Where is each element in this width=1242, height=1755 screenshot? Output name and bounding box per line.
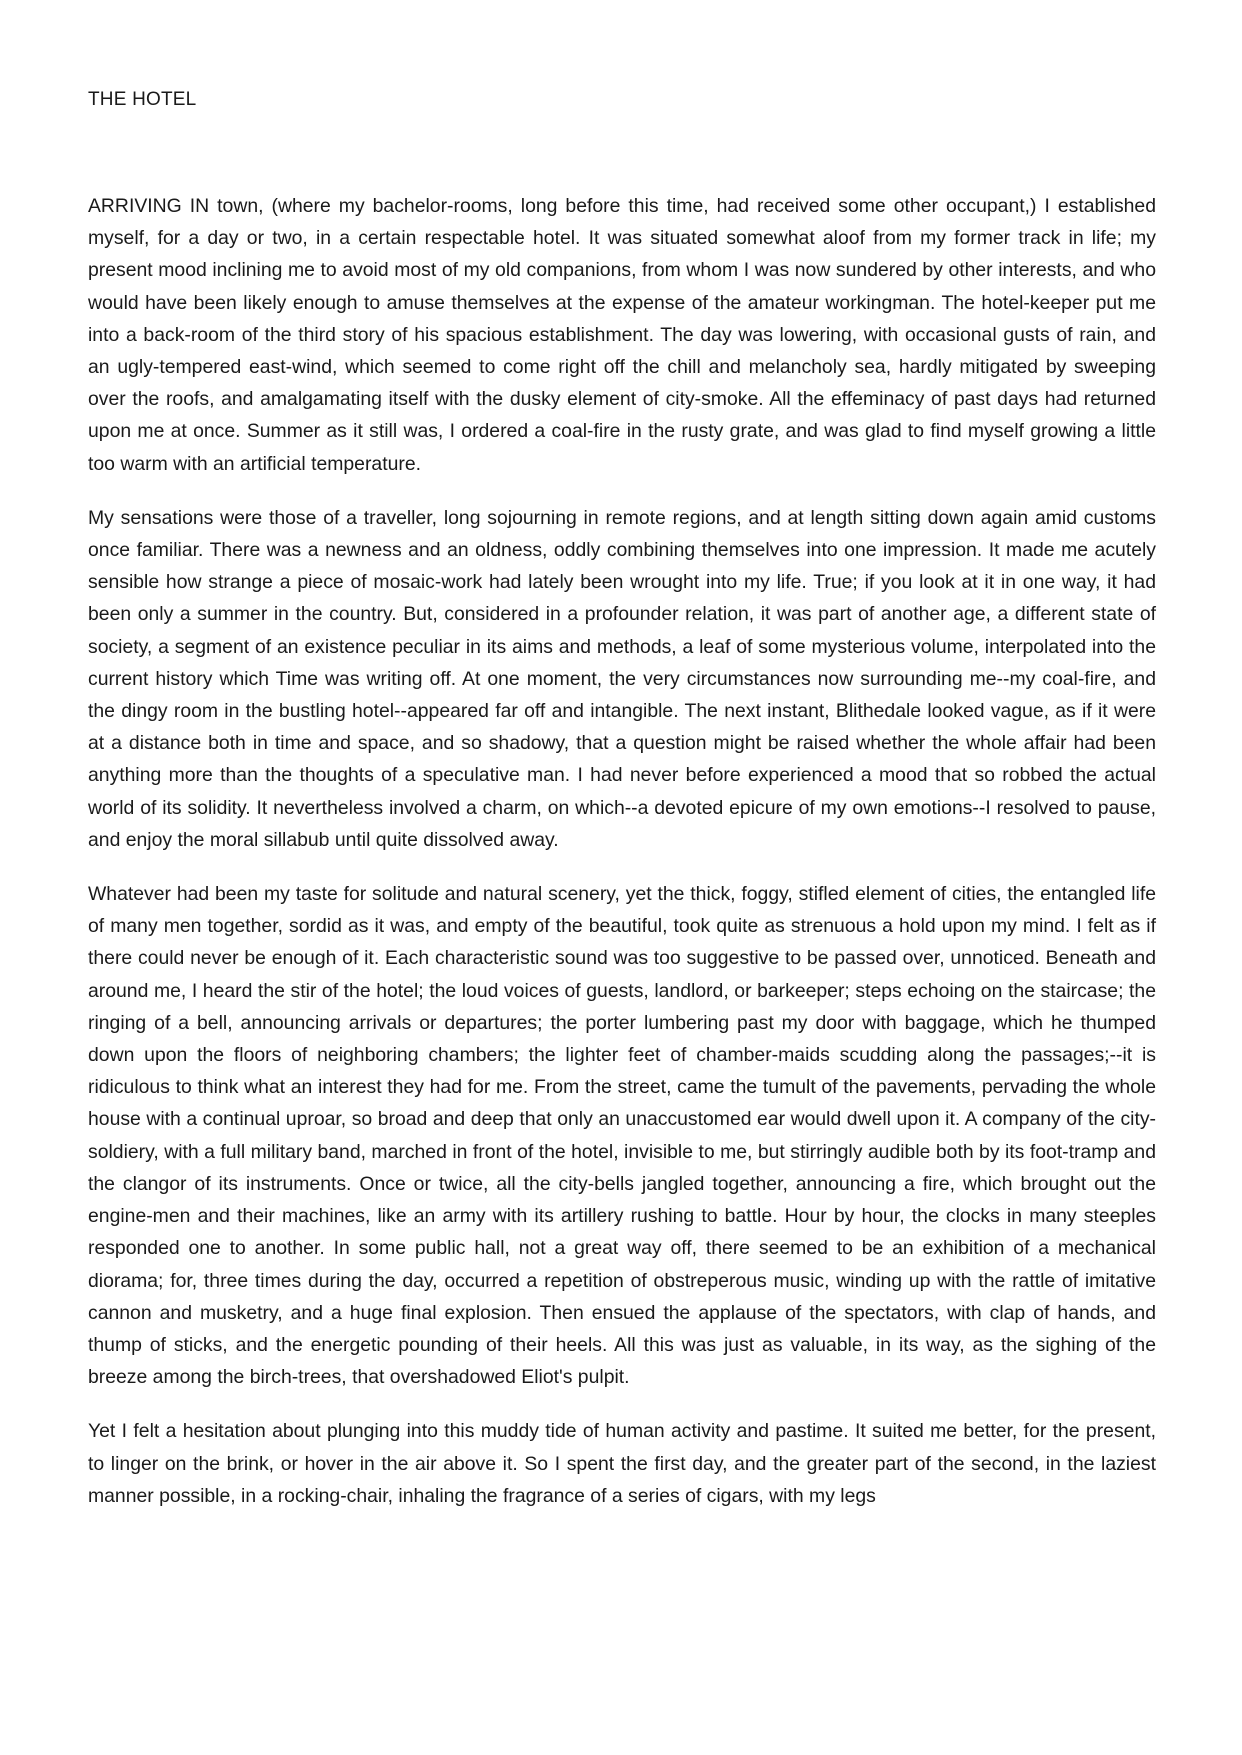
paragraph-1: ARRIVING IN town, (where my bachelor-rooms, long before this time, had received some other occupant,) I established myself, for a day or two, in a certain respectable hotel. It was situated somewhat aloof from my former track in life; my present mood inclining me to avoid most of my old companions, from whom I was now sundered by other interests, and who would have been likely enough to amuse themselves at the expense of the amateur workingman. The hotel-keeper put me into a back-room of the third story of his spacious establishment. The day was lowering, with occasional gusts of rain, and an ugly-tempered east-wind, which seemed to come right off the chill and melancholy sea, hardly mitigated by sweeping over the roofs, and amalgamating itself with the dusky element of city-smoke. All the effeminacy of past days had returned upon me at once. Summer as it still was, I ordered a coal-fire in the rusty grate, and was glad to find myself growing a little too warm with an artificial temperature. bbox=[88, 195, 1156, 475]
chapter-body bbox=[88, 190, 1156, 1512]
paragraph-3: Whatever had been my taste for solitude and natural scenery, yet the thick, foggy, stifled element of cities, the entangled life of many men together, sordid as it was, and empty of the beautiful, took quite as strenuous a hold upon my mind. I felt as if there could never be enough of it. Each characteristic sound was too suggestive to be passed over, unnoticed. Beneath and around me, I heard the stir of the hotel; the loud voices of guests, landlord, or barkeeper; steps echoing on the staircase; the ringing of a bell, announcing arrivals or departures; the porter lumbering past my door with baggage, which he thumped down upon the floors of neighboring chambers; the lighter feet of chamber-maids scudding along the passages;--it is ridiculous to think what an interest they had for me. From the street, came the tumult of the pavements, pervading the whole house with a continual uproar, so broad and deep that only an unaccustomed ear would dwell upon it. A company of the city-soldiery, with a full military band, marched in front of the hotel, invisible to me, but stirringly audible both by its foot-tramp and the clangor of its instruments. Once or twice, all the city-bells jangled together, announcing a fire, which brought out the engine-men and their machines, like an army with its artillery rushing to battle. Hour by hour, the clocks in many steeples responded one to another. In some public hall, not a great way off, there seemed to be an exhibition of a mechanical diorama; for, three times during the day, occurred a repetition of obstreperous music, winding up with the rattle of imitative cannon and musketry, and a huge final explosion. Then ensued the applause of the spectators, with clap of hands, and thump of sticks, and the energetic pounding of their heels. All this was just as valuable, in its way, as the sighing of the breeze among the birch-trees, that overshadowed Eliot's pulpit. bbox=[88, 883, 1156, 1389]
paragraph-2: My sensations were those of a traveller, long sojourning in remote regions, and at length sitting down again amid customs once familiar. There was a newness and an oldness, oddly combining themselves into one impression. It made me acutely sensible how strange a piece of mosaic-work had lately been wrought into my life. True; if you look at it in one way, it had been only a summer in the country. But, considered in a profounder relation, it was part of another age, a different state of society, a segment of an existence peculiar in its aims and methods, a leaf of some mysterious volume, interpolated into the current history which Time was writing off. At one moment, the very circumstances now surrounding me--my coal-fire, and the dingy room in the bustling hotel--appeared far off and intangible. The next instant, Blithedale looked vague, as if it were at a distance both in time and space, and so shadowy, that a question might be raised whether the whole affair had been anything more than the thoughts of a speculative man. I had never before experienced a mood that so robbed the actual world of its solidity. It nevertheless involved a charm, on which--a devoted epicure of my own emotions--I resolved to pause, and enjoy the moral sillabub until quite dissolved away. bbox=[88, 506, 1156, 851]
chapter-title: THE HOTEL bbox=[88, 89, 197, 110]
paragraph-4: Yet I felt a hesitation about plunging into this muddy tide of human activity and pastime. It suited me better, for the present, to linger on the brink, or hover in the air above it. So I spent the first day, and the greater part of the second, in the laziest manner possible, in a rocking-chair, inhaling the fragrance of a series of cigars, with my legs bbox=[88, 1420, 1156, 1507]
